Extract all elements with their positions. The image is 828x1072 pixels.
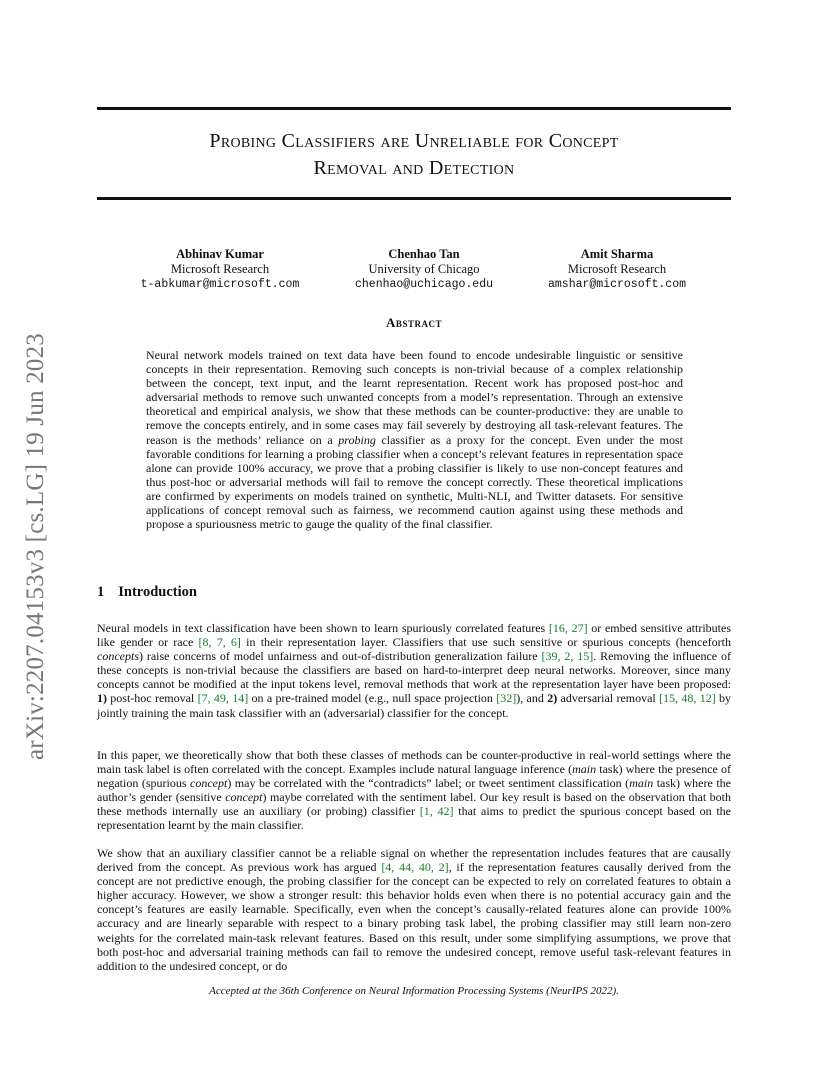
paragraph-text: task) where the presence of negation (spurious bbox=[97, 762, 731, 791]
author-name: Chenhao Tan bbox=[388, 247, 460, 261]
citation-link[interactable]: [8, 7, 6] bbox=[198, 635, 241, 650]
citation-link[interactable]: [32] bbox=[496, 691, 517, 706]
section-number: 1 bbox=[97, 584, 105, 600]
author-block bbox=[110, 247, 330, 292]
abstract-text: Neural network models trained on text data have been found to encode undesirable linguistic or sensitive concepts in their representation. Removing such concepts is non-trivial because of a complex relationship between the concept, text input, and the learnt representation. Recent work has proposed post-hoc and adversarial methods to remove such unwanted concepts from a model’s representation. Through an extensive theoretical and empirical analysis, we show that these methods can be counter-productive: they are unable to remove the concepts entirely, and in some cases may fail severely by destroying all task-relevant features. The reason is the methods’ reliance on a bbox=[146, 348, 683, 447]
citation-link[interactable]: [39, 2, 15] bbox=[541, 649, 594, 664]
paragraph-text: on a pre-trained model (e.g., null space projection bbox=[248, 691, 497, 706]
paragraph-text: , if the representation features causally derived from the concept are not predictive enough, the probing classifier for the concept can be expected to rely on correlated features to obtain a higher accuracy. However, we show a stronger result: this behavior holds even when there is no potential accuracy gain and the concept’s features are easily learnable. Specifically, even when the concept’s causally-related features alone can provide 100% accuracy and are linearly separable with respect to a binary probing task label, the probing classifier may still learn non-zero weights for the correlated main-task relevant features. Based on this result, under some simplifying assumptions, we prove that both post-hoc and adversarial training methods can fail to remove the undesired concept, remove useful task-relevant features in addition to the undesired concept, or do bbox=[97, 860, 732, 973]
author-email[interactable]: chenhao@uchicago.edu bbox=[354, 278, 494, 291]
paragraph-text: ), and bbox=[516, 691, 548, 706]
author-affiliation: Microsoft Research bbox=[567, 262, 667, 276]
paragraph-text: post-hoc removal bbox=[107, 691, 198, 706]
conference-footer: Accepted at the 36th Conference on Neural Information Processing Systems (NeurIPS 2022). bbox=[209, 985, 619, 997]
arxiv-stamp: arXiv:2207.04153v3 [cs.LG] 19 Jun 2023 bbox=[22, 333, 49, 760]
paragraph-text: . Removing the influence of these concepts is non-trivial because the classifiers are based on hard-to-interpret deep neural networks. Moreover, since many concepts cannot be modified at the input tokens level, removal methods that work at the representation layer have been proposed: bbox=[97, 649, 731, 692]
abstract-heading: Abstract bbox=[386, 315, 442, 330]
paragraph-text: or embed sensitive attributes like gender or race bbox=[97, 621, 731, 650]
author-email[interactable]: t-abkumar@microsoft.com bbox=[140, 278, 300, 291]
paragraph-text: ) maybe correlated with the sentiment label. Our key result is based on the observation that both these methods internally use an auxiliary (or probing) classifier bbox=[97, 790, 732, 819]
paragraph-text: task) where the author’s gender (sensitive bbox=[97, 776, 731, 805]
paragraph-text: ) may be correlated with the “contradicts” label; or tweet sentiment classification ( bbox=[227, 776, 630, 791]
list-marker: 1) bbox=[97, 691, 107, 706]
title-top-rule bbox=[97, 107, 731, 110]
author-name: Amit Sharma bbox=[580, 247, 654, 261]
paragraph-emphasis: concept bbox=[190, 776, 228, 791]
title-bottom-rule bbox=[97, 197, 731, 200]
title-line-1: Probing Classifiers are Unreliable for Concept bbox=[209, 130, 619, 152]
citation-link[interactable]: [15, 48, 12] bbox=[659, 691, 716, 706]
paragraph bbox=[97, 621, 731, 720]
citation-link[interactable]: [1, 42] bbox=[419, 804, 454, 819]
citation-link[interactable]: [16, 27] bbox=[548, 621, 588, 635]
paragraph-emphasis: main bbox=[629, 776, 654, 791]
author-block bbox=[507, 247, 727, 292]
author-affiliation: Microsoft Research bbox=[170, 262, 270, 276]
paragraph-text: adversarial removal bbox=[557, 691, 660, 706]
citation-link[interactable]: [7, 49, 14] bbox=[197, 691, 249, 706]
paragraph-text: Neural models in text classification have been shown to learn spuriously correlated features bbox=[97, 621, 549, 635]
paragraph-text: in their representation layer. Classifiers that use such sensitive or spurious concepts (henceforth bbox=[240, 635, 731, 650]
list-marker: 2) bbox=[547, 691, 558, 706]
paragraph-emphasis: concepts bbox=[97, 649, 139, 664]
abstract-text: classifier as a proxy for the concept. Even under the most favorable conditions for learning a probing classifier when a concept’s relevant features in representation space alone can provide 100% accuracy, we prove that a probing classifier is likely to use non-concept features and thus post-hoc or adversarial methods will fail to remove the concept correctly. These theoretical implications are confirmed by experiments on models trained on synthetic, Multi-NLI, and Twitter datasets. For sensitive applications of concept removal such as fairness, we recommend caution against using these methods and propose a spuriousness metric to gauge the quality of the final classifier. bbox=[146, 432, 684, 532]
paragraph bbox=[97, 748, 731, 833]
paragraph-text: We show that an auxiliary classifier cannot be a reliable signal on whether the representation includes features that are causally derived from the concept. As previous work has argued bbox=[97, 846, 731, 875]
paragraph-text: by jointly training the main task classifier with an (adversarial) classifier for the concept. bbox=[97, 691, 732, 720]
author-affiliation: University of Chicago bbox=[368, 262, 480, 276]
paragraph-text: that aims to predict the spurious concept based on the representation learnt by the main classifier. bbox=[97, 804, 731, 833]
paragraph-text: ) raise concerns of model unfairness and out-of-distribution generalization failure bbox=[138, 649, 542, 664]
paper-title bbox=[97, 128, 731, 182]
citation-link[interactable]: [4, 44, 40, 2] bbox=[381, 860, 449, 875]
author-email[interactable]: amshar@microsoft.com bbox=[547, 278, 687, 291]
author-block bbox=[314, 247, 534, 292]
paragraph bbox=[97, 846, 731, 973]
abstract-body bbox=[146, 348, 683, 531]
section-heading bbox=[97, 584, 197, 601]
paragraph-emphasis: main bbox=[572, 762, 597, 777]
title-line-2: Removal and Detection bbox=[313, 157, 515, 179]
section-title: Introduction bbox=[118, 584, 197, 600]
paragraph-emphasis: concept bbox=[225, 790, 263, 805]
abstract-emphasis: probing bbox=[338, 432, 376, 447]
author-name: Abhinav Kumar bbox=[176, 247, 264, 261]
paragraph-text: In this paper, we theoretically show that both these classes of methods can be counter-productive in real-world settings where the main task label is often correlated with the concept. Examples include natural language inference ( bbox=[97, 748, 731, 777]
